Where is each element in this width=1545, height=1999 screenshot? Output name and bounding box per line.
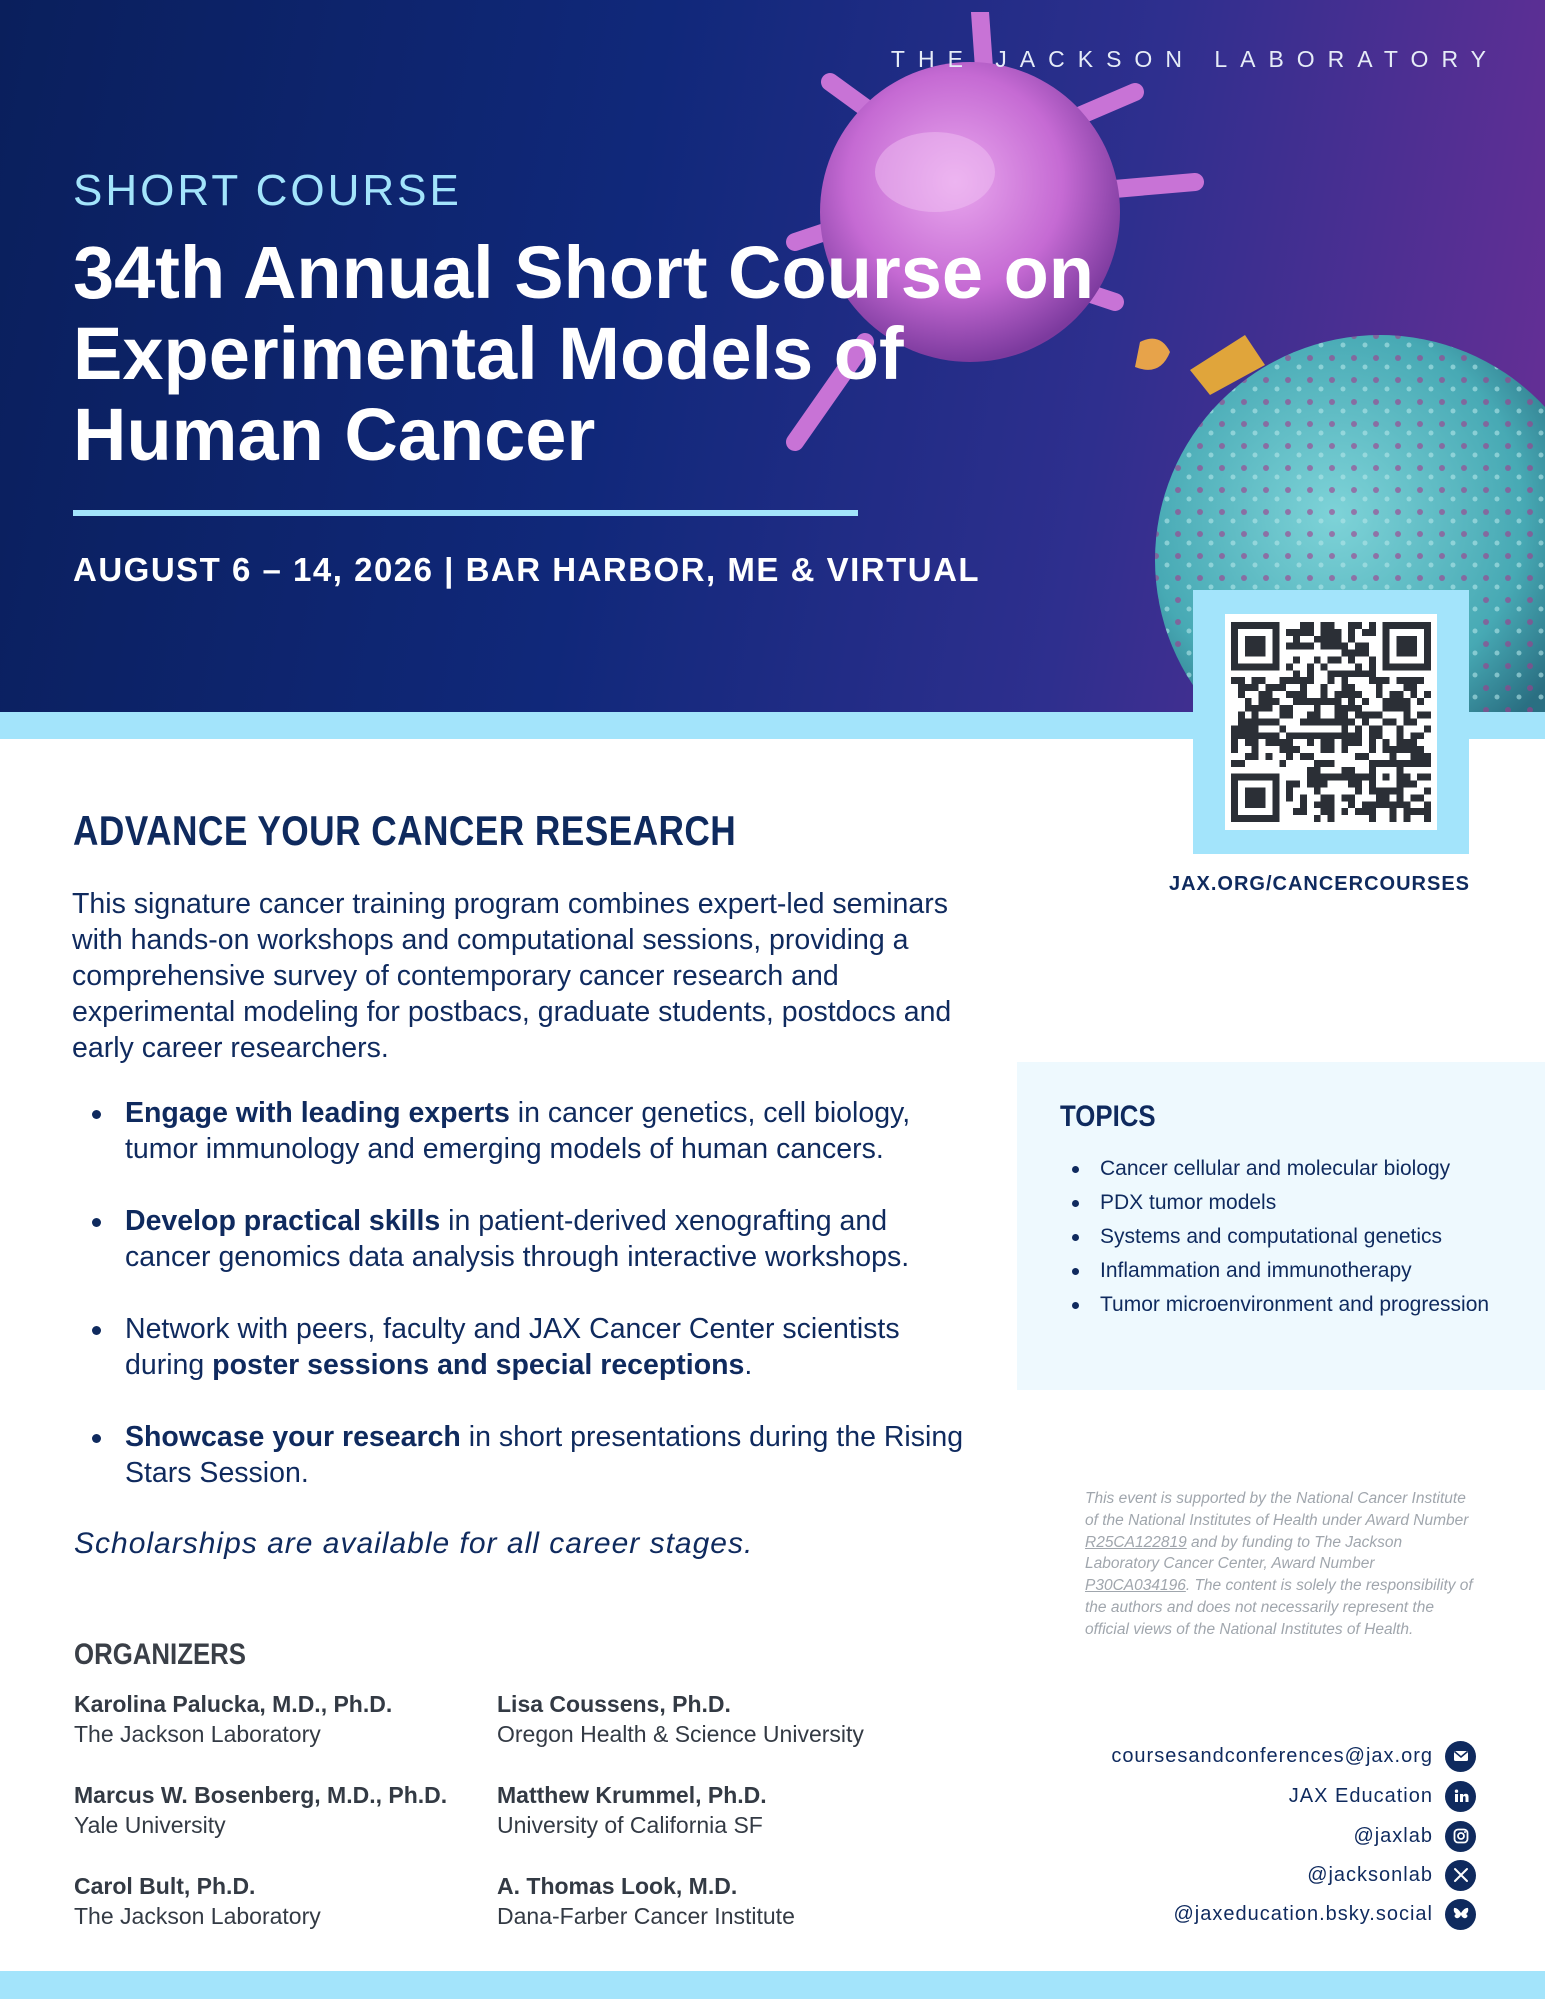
- organizer-affiliation: The Jackson Laboratory: [74, 1903, 321, 1929]
- topics-panel: [1017, 1062, 1545, 1390]
- organizer-affiliation: Yale University: [74, 1812, 226, 1838]
- linkedin-icon: [1445, 1781, 1476, 1812]
- bullet-text: in cancer genetics, cell biology, tumor immunology and emerging models of human cancers.: [125, 1097, 911, 1165]
- bullet-emphasis: Showcase your research: [125, 1421, 461, 1453]
- list-item: PDX tumor models: [1060, 1186, 1500, 1220]
- course-website-link[interactable]: JAX.ORG/CANCERCOURSES: [1168, 873, 1470, 895]
- contact-x[interactable]: [1307, 1859, 1476, 1891]
- instagram-icon: [1445, 1821, 1476, 1852]
- organizer-entry: [74, 1871, 494, 1931]
- organizer-entry: [497, 1780, 917, 1840]
- bullet-text: Network with peers, faculty and JAX Cancer Center scientists during: [125, 1313, 900, 1381]
- bullet-emphasis: Develop practical skills: [125, 1205, 441, 1237]
- bullet-text: in short presentations during the Rising Stars Session.: [125, 1421, 964, 1489]
- contact-label[interactable]: coursesandconferences@jax.org: [1111, 1744, 1433, 1767]
- topics-list: [1060, 1152, 1500, 1322]
- list-item: [72, 1203, 972, 1275]
- bullet-emphasis: poster sessions and special receptions: [212, 1349, 745, 1381]
- contact-email[interactable]: [1111, 1740, 1476, 1772]
- benefits-list: [72, 1095, 972, 1527]
- topics-heading: TOPICS: [1060, 1100, 1156, 1133]
- award-number-link[interactable]: P30CA034196: [1085, 1577, 1186, 1595]
- bullet-text-end: .: [744, 1349, 753, 1381]
- contact-bluesky[interactable]: [1174, 1898, 1477, 1930]
- organizer-affiliation: Dana-Farber Cancer Institute: [497, 1903, 795, 1929]
- organizer-entry: [74, 1780, 494, 1840]
- section-heading: ADVANCE YOUR CANCER RESEARCH: [73, 807, 737, 854]
- award-number-link[interactable]: R25CA122819: [1085, 1533, 1187, 1551]
- contact-linkedin[interactable]: [1289, 1780, 1476, 1812]
- intro-paragraph: This signature cancer training program combines expert-led seminars with hands-on workshops and computational sessions, providing a comprehensive survey of contemporary cancer research and experimental modeling for postbacs, graduate students, postdocs and early career researchers.: [72, 888, 952, 1064]
- date-and-location: AUGUST 6 – 14, 2026 | BAR HARBOR, ME & VIRTUAL: [73, 551, 981, 588]
- course-type-label: SHORT COURSE: [73, 166, 462, 215]
- footer-accent-stripe: [0, 1971, 1545, 1999]
- organizer-name: Karolina Palucka, M.D., Ph.D.: [74, 1691, 393, 1717]
- contact-label[interactable]: @jaxlab: [1353, 1824, 1433, 1847]
- bullet-emphasis: Engage with leading experts: [125, 1097, 510, 1129]
- contact-instagram[interactable]: [1353, 1820, 1476, 1852]
- organizer-entry: [74, 1689, 494, 1749]
- organizer-entry: [497, 1689, 917, 1749]
- organizer-affiliation: University of California SF: [497, 1812, 763, 1838]
- bluesky-icon: [1445, 1899, 1476, 1930]
- scholarship-note: Scholarships are available for all career stages.: [74, 1527, 754, 1560]
- email-icon: [1445, 1741, 1476, 1772]
- list-item: [72, 1419, 972, 1491]
- organizer-name: Lisa Coussens, Ph.D.: [497, 1691, 731, 1717]
- x-icon: [1445, 1860, 1476, 1891]
- list-item: [72, 1095, 972, 1167]
- list-item: Systems and computational genetics: [1060, 1220, 1500, 1254]
- funding-disclaimer: [1085, 1488, 1475, 1641]
- disclaimer-text: This event is supported by the National Cancer Institute of the National Institutes of Health under Award Number: [1085, 1490, 1469, 1529]
- list-item: Cancer cellular and molecular biology: [1060, 1152, 1500, 1186]
- qr-code[interactable]: [1231, 620, 1431, 824]
- contact-label[interactable]: JAX Education: [1288, 1784, 1433, 1807]
- title-divider: [73, 510, 858, 516]
- organizer-name: Matthew Krummel, Ph.D.: [497, 1782, 767, 1808]
- organizers-heading: ORGANIZERS: [74, 1638, 247, 1671]
- list-item: Tumor microenvironment and progression: [1060, 1288, 1500, 1322]
- organizer-affiliation: The Jackson Laboratory: [74, 1721, 321, 1747]
- organizer-entry: [497, 1871, 917, 1931]
- list-item: Inflammation and immunotherapy: [1060, 1254, 1500, 1288]
- list-item: [72, 1311, 972, 1383]
- contact-label[interactable]: @jaxeducation.bsky.social: [1173, 1902, 1433, 1925]
- course-title: 34th Annual Short Course on Experimental Models of Human Cancer: [73, 231, 1094, 476]
- organization-wordmark: THE JACKSON LABORATORY: [890, 46, 1499, 72]
- qr-code-frame: [1193, 590, 1469, 854]
- organizer-name: A. Thomas Look, M.D.: [497, 1873, 738, 1899]
- disclaimer-text: . The content is solely the responsibility of the authors and does not necessarily represent the official views of the National Institutes of Health.: [1085, 1577, 1473, 1638]
- disclaimer-text: and by funding to The Jackson Laboratory Cancer Center, Award Number: [1085, 1533, 1403, 1573]
- contact-label[interactable]: @jacksonlab: [1307, 1863, 1433, 1886]
- organizer-affiliation: Oregon Health & Science University: [497, 1721, 864, 1747]
- bullet-text: in patient-derived xenografting and cancer genomics data analysis through interactive workshops.: [125, 1205, 910, 1273]
- organizer-name: Carol Bult, Ph.D.: [74, 1873, 256, 1899]
- organizer-name: Marcus W. Bosenberg, M.D., Ph.D.: [74, 1782, 448, 1808]
